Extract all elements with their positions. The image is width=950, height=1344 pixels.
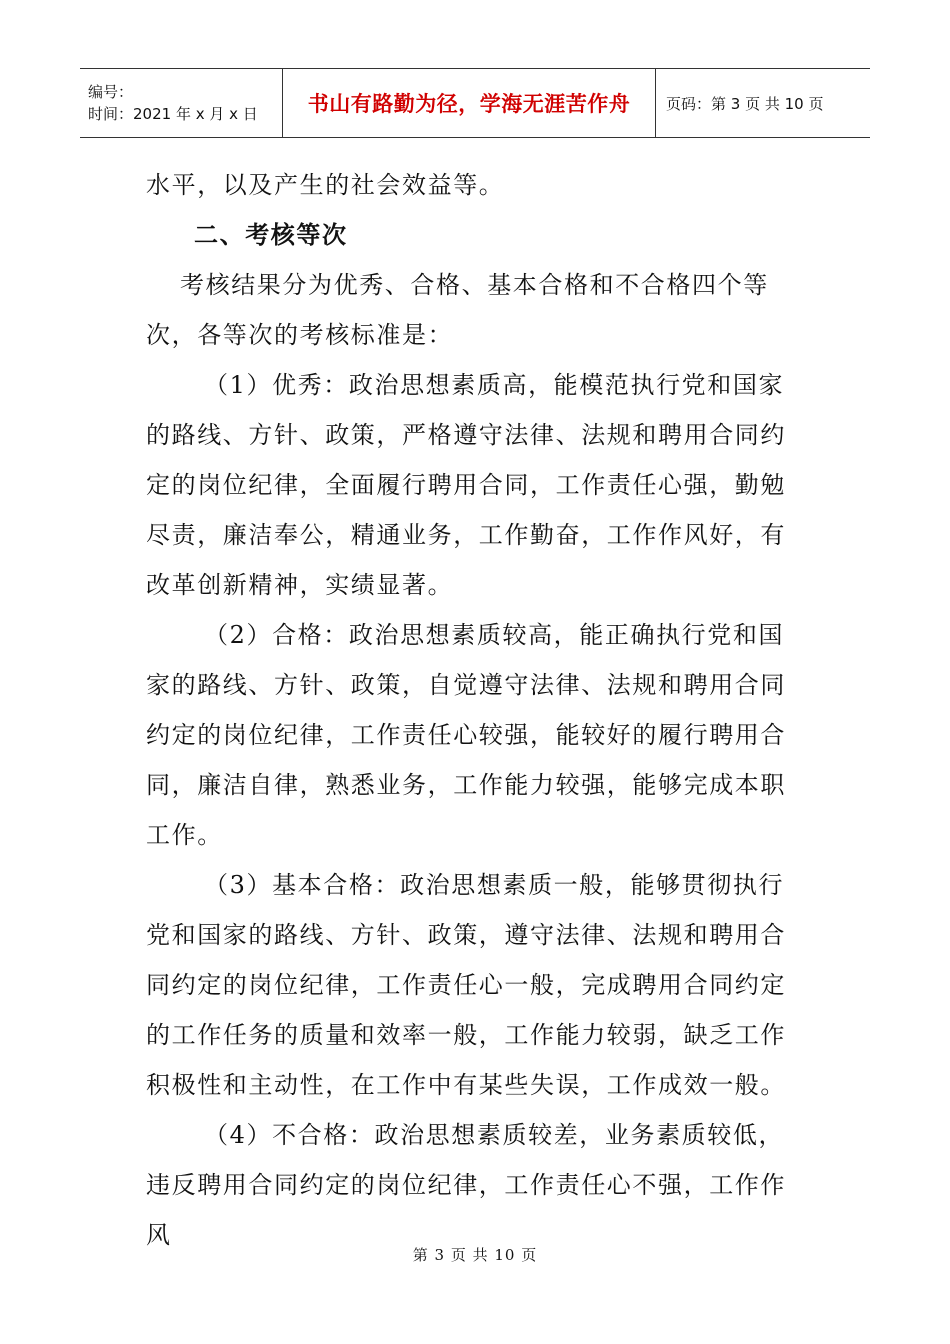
section-heading: 二、考核等次: [194, 221, 348, 249]
document-number-label: 编号：: [88, 83, 134, 101]
header-page-info: 页码：第 3 页 共 10 页: [666, 94, 824, 113]
page-header: [80, 68, 870, 138]
intro-tail-paragraph: 水平，以及产生的社会效益等。: [146, 171, 505, 199]
document-body: [146, 160, 806, 1260]
grade-item-unqualified: （4）不合格：政治思想素质较差，业务素质较低，违反聘用合同约定的岗位纪律，工作责任心不强，工作作风: [146, 1121, 786, 1249]
section-intro-paragraph: 考核结果分为优秀、合格、基本合格和不合格四个等次，各等次的考核标准是：: [146, 271, 769, 349]
header-motto-cell: [282, 69, 656, 137]
header-motto: 书山有路勤为径，学海无涯苦作舟: [307, 92, 631, 116]
page-footer: 第 3 页 共 10 页: [412, 1246, 538, 1264]
header-meta: [80, 69, 282, 137]
document-time-label: 时间：2021 年 x 月 x 日: [88, 105, 258, 123]
grade-item-qualified: （2）合格：政治思想素质较高，能正确执行党和国家的路线、方针、政策，自觉遵守法律、法规和聘用合同约定的岗位纪律，工作责任心较强，能较好的履行聘用合同，廉洁自律，熟悉业务，工作能力较强，能够完成本职工作。: [146, 621, 786, 849]
grade-item-basic: （3）基本合格：政治思想素质一般，能够贯彻执行党和国家的路线、方针、政策，遵守法律、法规和聘用合同约定的岗位纪律，工作责任心一般，完成聘用合同约定的工作任务的质量和效率一般，工作能力较弱，缺乏工作积极性和主动性，在工作中有某些失误，工作成效一般。: [146, 871, 786, 1099]
grade-item-excellent: （1）优秀：政治思想素质高，能模范执行党和国家的路线、方针、政策，严格遵守法律、法规和聘用合同约定的岗位纪律，全面履行聘用合同，工作责任心强，勤勉尽责，廉洁奉公，精通业务，工作勤奋，工作作风好，有改革创新精神，实绩显著。: [146, 371, 786, 599]
